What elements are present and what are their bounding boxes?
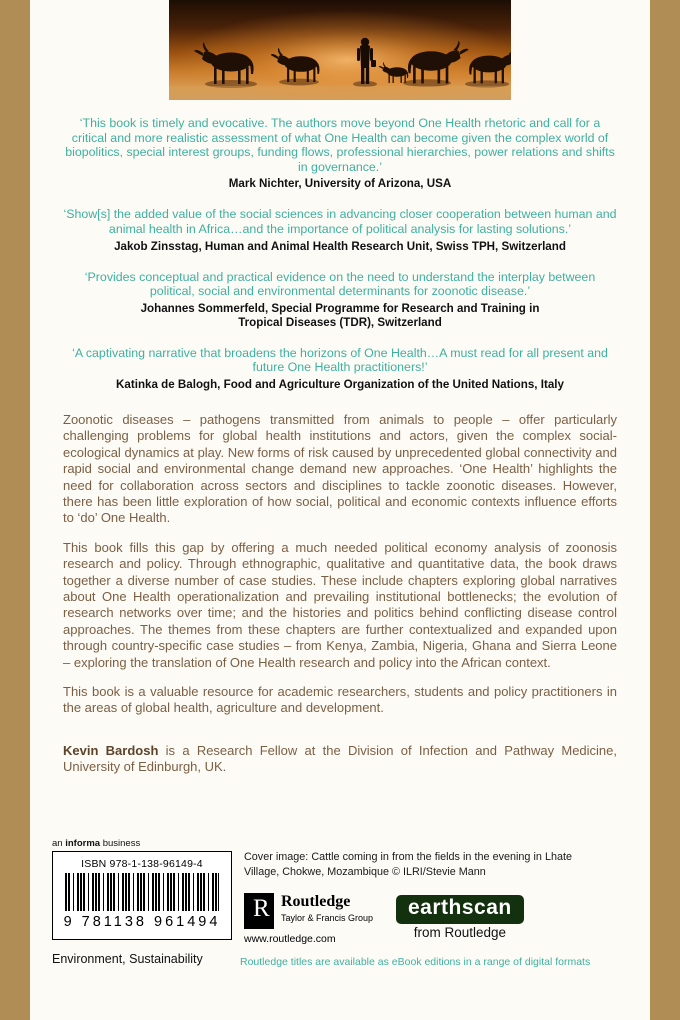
isbn-digits: 9 781138 961494 [63, 914, 221, 930]
quote-block [63, 270, 617, 330]
informa-wordmark: informa [65, 838, 101, 849]
spine-strip-right [650, 0, 680, 1020]
informa-pre: an [52, 838, 66, 849]
subject-category-label: Environment, Sustainability [52, 952, 203, 966]
informa-post: business [100, 838, 141, 849]
spine-strip-left [0, 0, 30, 1020]
routledge-logo [240, 893, 374, 929]
cover-image-caption: Cover image: Cattle coming in from the fields in the evening in Lhate Village, Chokwe, Mozambique © ILRI/Stevie Mann [244, 851, 572, 878]
quote-attribution: Jakob Zinsstag, Human and Animal Health Research Unit, Swiss TPH, Switzerland [114, 239, 566, 253]
routledge-r-glyph: R [253, 895, 270, 922]
routledge-vertical-text: ROUTLEDGE [240, 896, 245, 928]
earthscan-from-routledge-label: from Routledge [413, 925, 507, 940]
endorsement-quotes [30, 100, 650, 392]
quote-attribution: Katinka de Balogh, Food and Agriculture Organization of the United Nations, Italy [116, 377, 564, 391]
description-paragraph: Zoonotic diseases – pathogens transmitted from animals to people – offer particularly challenging problems for global health institutions and actors, given the complex social-ecological dynamics at play. New forms of risk caused by unprecedented global connectivity and rapid social and environmental change demand new approaches. ‘One Health’ highlights the need for collaboration across sectors and disciplines to tackle zoonotic diseases. However, there has been little exploration of how social, political and economic contexts influence efforts to ‘do’ One Health. [63, 411, 617, 526]
cover-content [30, 0, 650, 789]
routledge-wordmark [281, 893, 373, 923]
description-paragraph: This book is a valuable resource for academic researchers, students and policy practitioners in the areas of global health, agriculture and development. [63, 684, 617, 716]
cover-photo-cattle [169, 0, 511, 100]
quote-block [63, 346, 617, 392]
quote-attribution: Mark Nichter, University of Arizona, USA [228, 177, 452, 191]
ebook-availability-note: Routledge titles are available as eBook editions in a range of digital formats [240, 956, 591, 968]
quote-attribution: Johannes Sommerfeld, Special Programme for Research and Training in Tropical Diseases (TDR), Switzerland [140, 301, 540, 329]
routledge-name: Routledge [281, 893, 351, 910]
quote-block [63, 116, 617, 191]
earthscan-logo [396, 895, 524, 940]
isbn-barcode-box [52, 851, 232, 940]
quote-text: ‘This book is timely and evocative. The authors move beyond One Health rhetoric and call for a critical and more realistic assessment of what One Health can become given the complex world of biopolitics, special interest groups, funding flows, professional hierarchies, power relations and shifts in governance.’ [65, 116, 615, 174]
quote-text: ‘Show[s] the added value of the social sciences in advancing closer cooperation between human and animal health in Africa…and the importance of political analysis for lasting solutions.’ [63, 207, 617, 236]
barcode-bars [65, 873, 219, 911]
book-description [30, 408, 650, 776]
earthscan-wordmark: earthscan [396, 895, 524, 924]
description-paragraph: This book fills this gap by offering a much needed political economy analysis of zoonosis research and policy. Through ethnographic, qualitative and quantitative data, the book draws together a diverse number of case studies. These include chapters exploring global narratives about One Health operationalization and prevailing institutional bottlenecks; the evolution of research networks over time; and the histories and politics behind conflicting disease control approaches. The themes from these chapters are further contextualized and expanded upon through country-specific case studies – from Kenya, Zambia, Nigeria, Ghana and Sierra Leone – exploring the translation of One Health research and policy into the African context. [63, 539, 617, 670]
taylor-francis-group-label: Taylor & Francis Group [281, 913, 374, 923]
quote-text: ‘Provides conceptual and practical evidence on the need to understand the interplay between political, social and environmental determinants for zoonotic disease.’ [84, 269, 596, 299]
quote-text: ‘A captivating narrative that broadens the horizons of One Health…A must read for all present and future One Health practitioners!’ [72, 345, 608, 375]
author-bio-text: is a Research Fellow at the Division of Infection and Pathway Medicine, University of Edinburgh, UK. [63, 742, 618, 775]
routledge-logo-mark [240, 893, 274, 929]
author-name: Kevin Bardosh [63, 742, 159, 758]
routledge-url: www.routledge.com [244, 933, 336, 945]
author-bio [63, 743, 617, 776]
informa-business-label [52, 838, 140, 849]
isbn-label: ISBN 978-1-138-96149-4 [81, 858, 203, 870]
quote-block [63, 207, 617, 253]
